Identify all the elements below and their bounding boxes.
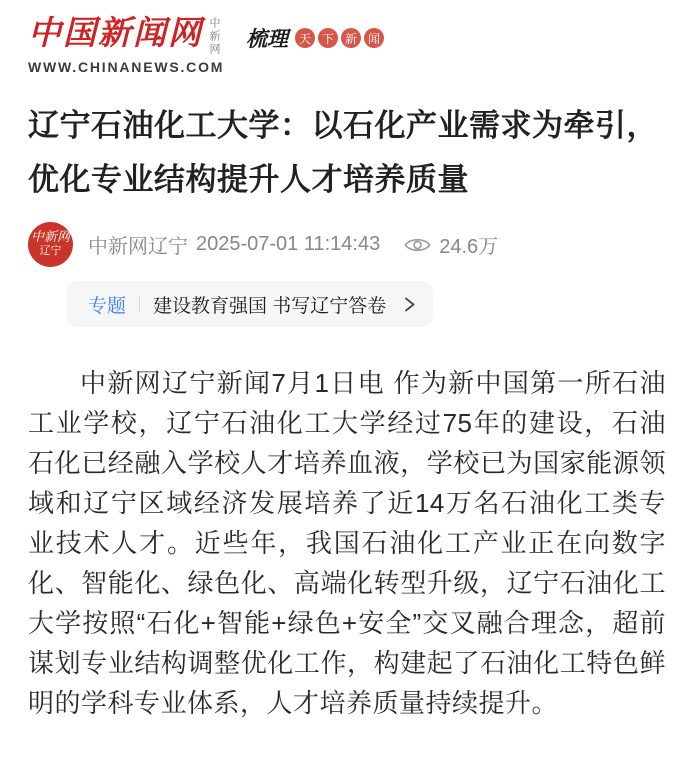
article-paragraph: 中新网辽宁新闻7月1日电 作为新中国第一所石油工业学校，辽宁石油化工大学经过75年的建设，石油石化已经融入学校人才培养血液，学校已为国家能源领域和辽宁区域经济发展培养了近14万名石油化工类专业技术人才。近些年，我国石油化工产业正在向数字化、智能化、绿色化、高端化转型升级，辽宁石油化工大学按照“石化+智能+绿色+安全”交叉融合理念，超前谋划专业结构调整优化工作，构建起了石油化工特色鲜明的学科专业体系，人才培养质量持续提升。 <box>28 368 666 718</box>
slogan-stamp-char-3: 新 <box>341 28 361 48</box>
slogan-stamp-char-4: 闻 <box>364 28 384 48</box>
topic-title: 建设教育强国 书写辽宁答卷 <box>153 295 387 317</box>
slogan-stamp <box>246 23 384 53</box>
topic-divider <box>139 295 140 313</box>
publisher-name[interactable]: 中新网辽宁 <box>88 236 188 258</box>
article-title: 辽宁石油化工大学：以石化产业需求为牵引，优化专业结构提升人才培养质量 <box>28 108 658 197</box>
chinanews-logo[interactable] <box>28 14 220 56</box>
logo-calligraphy-text: 中国新闻网 <box>28 13 203 52</box>
slogan-stamp-char-2: 下 <box>318 28 338 48</box>
publish-timestamp: 2025-07-01 11:14:43 <box>196 233 381 255</box>
site-header <box>28 14 666 75</box>
eye-icon <box>404 235 431 255</box>
publisher-avatar[interactable] <box>28 222 73 267</box>
avatar-text-top: 中新网 <box>30 230 70 245</box>
slogan-prefix-text: 梳理 <box>246 26 288 51</box>
chevron-right-icon <box>402 296 417 313</box>
slogan-stamp-char-1: 天 <box>295 28 315 48</box>
avatar-text-bottom: 辽宁 <box>39 245 62 257</box>
views <box>404 230 498 259</box>
topic-link[interactable] <box>66 281 433 327</box>
site-url: WWW.CHINANEWS.COM <box>28 59 225 75</box>
logo-vertical-text: 中新网 <box>208 17 220 56</box>
byline <box>28 222 666 267</box>
topic-label: 专题 <box>88 295 127 317</box>
view-count: 24.6万 <box>439 236 499 258</box>
article-content <box>28 363 666 723</box>
